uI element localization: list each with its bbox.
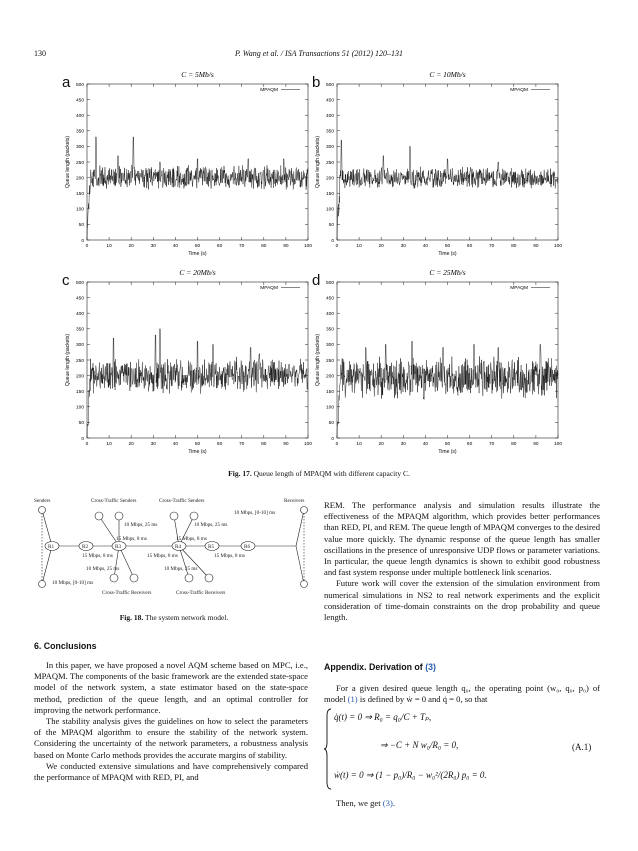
x-tick-label: 10 bbox=[356, 244, 362, 249]
right-paragraph-1: REM. The performance analysis and simulation results illustrate the effectiveness of the MPAQM algorithm, which provides better performances than RED, PI, and REM. The queue length of MPAQM converges to the desired value more quickly. The dynamic response of the queue length has smaller oscillations in the presence of unresponsive UDP flows or parameter variations. In particular, the queue length dynamics is shown to exhibit good robustness and fast system response under multiple bottleneck link scenarios. bbox=[324, 500, 600, 578]
y-tick-label: 300 bbox=[75, 343, 84, 349]
queue-length-series bbox=[337, 140, 558, 240]
y-tick-label: 100 bbox=[325, 405, 334, 411]
y-tick-label: 50 bbox=[328, 421, 334, 427]
y-tick-label: 200 bbox=[325, 374, 334, 380]
y-tick-label: 0 bbox=[331, 436, 334, 442]
x-tick-label: 80 bbox=[511, 244, 517, 249]
y-tick-label: 250 bbox=[325, 358, 334, 364]
x-tick-label: 70 bbox=[239, 442, 245, 447]
y-tick-label: 250 bbox=[75, 358, 84, 364]
fig17-caption bbox=[0, 469, 638, 478]
conclusions-paragraph-1: In this paper, we have proposed a novel AQM scheme based on MPC, i.e., MPAQM. The components of the basic framework are the extended state-space model of the network system, a state estimator based on the state-space method, prediction of the queue length, and an optimal controller for improving the network performance. bbox=[34, 660, 308, 715]
right-paragraph-2: Future work will cover the extension of the simulation environment from numerical simulations in NS2 to real network experiments and the explicit consideration of time-domain constraints on the drop probability and queue length. bbox=[324, 578, 600, 623]
appendix-heading bbox=[324, 662, 436, 672]
conclusions-heading: 6. Conclusions bbox=[34, 641, 97, 651]
x-tick-label: 90 bbox=[533, 244, 539, 249]
x-tick-label: 100 bbox=[303, 244, 313, 249]
journal-header: P. Wang et al. / ISA Transactions 51 (2012) 120–131 bbox=[234, 49, 404, 58]
y-tick-label: 500 bbox=[325, 280, 334, 286]
appendix-outro-paragraph bbox=[324, 798, 600, 809]
link-cross-3: 10 Mbps, 25 ms bbox=[86, 566, 120, 572]
y-tick-label: 400 bbox=[75, 114, 84, 119]
router-r6: R6 bbox=[244, 544, 251, 550]
chart-panel-c bbox=[40, 264, 330, 474]
y-axis-label: Queue length (packets) bbox=[315, 334, 321, 386]
x-axis-label: Time (s) bbox=[188, 251, 207, 257]
y-tick-label: 450 bbox=[325, 296, 334, 302]
x-tick-label: 100 bbox=[553, 442, 563, 447]
y-tick-label: 450 bbox=[325, 98, 334, 104]
x-tick-label: 50 bbox=[194, 244, 201, 249]
x-tick-label: 80 bbox=[261, 442, 267, 447]
x-tick-label: 70 bbox=[239, 244, 245, 249]
x-axis-label: Time (s) bbox=[438, 449, 457, 455]
equation-line-2: ⇒ −C + N w₀/R₀ = 0, bbox=[380, 740, 459, 750]
y-tick-label: 500 bbox=[75, 280, 84, 286]
link-access-right: 10 Mbps, [0-10] ms bbox=[234, 510, 276, 516]
link-access-left: 10 Mbps, [0-10] ms bbox=[52, 580, 94, 586]
panel-label-b: b bbox=[312, 74, 321, 91]
legend-label: MPAQM bbox=[510, 88, 528, 93]
appendix-intro-2: is defined by ẇ = 0 and q̇ = 0, so that bbox=[357, 694, 488, 705]
fig18-text: The system network model. bbox=[144, 613, 229, 622]
y-tick-label: 100 bbox=[325, 207, 334, 213]
fig17-text: Queue length of MPAQM with different capacity C. bbox=[253, 469, 410, 478]
y-tick-label: 0 bbox=[331, 238, 334, 244]
x-tick-label: 20 bbox=[128, 244, 134, 249]
ct-senders-label-1: Cross-Traffic Senders bbox=[91, 498, 137, 504]
y-tick-label: 400 bbox=[325, 114, 334, 119]
router-r2: R2 bbox=[82, 544, 89, 550]
y-tick-label: 250 bbox=[325, 160, 334, 166]
link-bottleneck-3: 15 Mbps, 8 ms bbox=[82, 553, 113, 559]
y-tick-label: 150 bbox=[325, 390, 334, 395]
appendix-intro bbox=[324, 683, 600, 705]
conclusions-paragraph-2: The stability analysis gives the guidelines on how to select the parameters of the MPAQM algorithm to ensure the stability of the network system. Considering the uncertainty of the network parameters, a robustness analysis based on Monte Carlo methods provides the accurate margins of stability. bbox=[34, 716, 308, 760]
outro-ref-3[interactable]: (3) bbox=[382, 798, 393, 808]
y-tick-label: 350 bbox=[75, 129, 84, 135]
x-tick-label: 60 bbox=[466, 244, 473, 249]
y-tick-label: 200 bbox=[325, 176, 334, 182]
legend-label: MPAQM bbox=[260, 286, 278, 291]
router-r5: R5 bbox=[208, 544, 215, 550]
y-tick-label: 300 bbox=[325, 145, 334, 151]
x-tick-label: 30 bbox=[150, 244, 156, 249]
y-axis-label: Queue length (packets) bbox=[65, 136, 71, 188]
x-axis-label: Time (s) bbox=[188, 449, 207, 455]
y-tick-label: 200 bbox=[75, 374, 84, 380]
y-tick-label: 0 bbox=[81, 436, 84, 442]
y-tick-label: 0 bbox=[81, 238, 84, 244]
equation-line-3: ẇ(t) = 0 ⇒ (1 − p₀)/R₀ − w₀²/(2R₀) p₀ = 0. bbox=[334, 770, 487, 780]
x-tick-label: 50 bbox=[444, 442, 451, 447]
legend-label: MPAQM bbox=[260, 88, 278, 93]
x-tick-label: 100 bbox=[303, 442, 313, 447]
chart-title: C = 5Mb/s bbox=[181, 70, 214, 79]
chart-title: C = 20Mb/s bbox=[179, 268, 216, 277]
queue-length-series bbox=[87, 137, 308, 240]
x-tick-label: 40 bbox=[172, 244, 179, 249]
x-tick-label: 80 bbox=[511, 442, 517, 447]
x-tick-label: 20 bbox=[378, 244, 384, 249]
legend-label: MPAQM bbox=[510, 286, 528, 291]
appendix-ref-3[interactable]: (3) bbox=[425, 662, 436, 672]
link-bottleneck-5: 15 Mbps, 8 ms bbox=[214, 553, 245, 559]
chart-panel-b bbox=[290, 66, 580, 276]
link-bottleneck-1: 15 Mbps, 8 ms bbox=[116, 536, 147, 542]
x-tick-label: 60 bbox=[216, 442, 223, 447]
x-tick-label: 50 bbox=[444, 244, 451, 249]
network-diagram bbox=[34, 496, 314, 606]
y-tick-label: 350 bbox=[325, 327, 334, 333]
x-tick-label: 70 bbox=[489, 244, 495, 249]
equation-brace bbox=[324, 708, 332, 790]
ct-receivers-label-1: Cross-Traffic Receivers bbox=[102, 590, 152, 596]
x-tick-label: 10 bbox=[356, 442, 362, 447]
y-tick-label: 50 bbox=[78, 223, 84, 229]
y-tick-label: 250 bbox=[75, 160, 84, 166]
y-axis-label: Queue length (packets) bbox=[65, 334, 71, 386]
x-tick-label: 100 bbox=[553, 244, 563, 249]
router-r3: R3 bbox=[115, 544, 122, 550]
plot-frame bbox=[337, 84, 558, 240]
y-tick-label: 500 bbox=[75, 82, 84, 88]
link-cross-4: 10 Mbps, 25 ms bbox=[164, 566, 198, 572]
x-tick-label: 40 bbox=[172, 442, 179, 447]
equation-number: (A.1) bbox=[572, 742, 592, 752]
link-bottleneck-2: 15 Mbps, 8 ms bbox=[176, 536, 207, 542]
x-tick-label: 90 bbox=[533, 442, 539, 447]
plot-frame bbox=[337, 282, 558, 438]
y-tick-label: 400 bbox=[325, 312, 334, 317]
x-tick-label: 40 bbox=[422, 442, 429, 447]
x-tick-label: 50 bbox=[194, 442, 201, 447]
x-tick-label: 0 bbox=[335, 244, 339, 249]
y-tick-label: 350 bbox=[75, 327, 84, 333]
x-tick-label: 60 bbox=[466, 442, 473, 447]
fig18-caption bbox=[34, 613, 314, 622]
equation-line-1: q̇(t) = 0 ⇒ R₀ = q₀/C + Tₚ, bbox=[334, 712, 432, 722]
y-tick-label: 150 bbox=[75, 390, 84, 395]
right-column-body bbox=[324, 500, 600, 623]
router-r4: R4 bbox=[175, 544, 182, 550]
fig18-label: Fig. 18. bbox=[119, 613, 144, 622]
y-tick-label: 300 bbox=[325, 343, 334, 349]
y-tick-label: 100 bbox=[75, 207, 84, 213]
y-tick-label: 50 bbox=[328, 223, 334, 229]
receivers-label: Receivers bbox=[284, 498, 305, 504]
x-tick-label: 20 bbox=[128, 442, 134, 447]
queue-chart-c bbox=[40, 264, 330, 474]
appendix-intro-paragraph bbox=[324, 683, 600, 705]
ct-receivers-label-2: Cross-Traffic Receivers bbox=[176, 590, 226, 596]
conclusions-body bbox=[34, 660, 308, 783]
y-tick-label: 400 bbox=[75, 312, 84, 317]
y-tick-label: 300 bbox=[75, 145, 84, 151]
queue-chart-d bbox=[290, 264, 580, 474]
x-tick-label: 30 bbox=[150, 442, 156, 447]
y-tick-label: 500 bbox=[325, 82, 334, 88]
y-tick-label: 150 bbox=[75, 192, 84, 197]
appendix-outro bbox=[324, 798, 600, 809]
plot-frame bbox=[87, 282, 308, 438]
appendix-intro-1: For a given desired queue length q₀, the operating point (w₀, q₀, p₀) of model bbox=[324, 683, 600, 705]
queue-length-series bbox=[87, 329, 308, 438]
ct-senders-label-2: Cross-Traffic Senders bbox=[159, 498, 205, 504]
link-cross-2: 10 Mbps, 25 ms bbox=[194, 522, 228, 528]
queue-chart-b bbox=[290, 66, 580, 276]
conclusions-paragraph-3: We conducted extensive simulations and have comprehensively compared the performance of MPAQM with RED, PI, and bbox=[34, 760, 308, 783]
appendix-outro-1: Then, we get bbox=[336, 798, 383, 808]
x-tick-label: 10 bbox=[106, 244, 112, 249]
queue-length-series bbox=[337, 341, 558, 438]
y-tick-label: 450 bbox=[75, 296, 84, 302]
x-tick-label: 90 bbox=[283, 244, 289, 249]
panel-label-d: d bbox=[312, 272, 321, 289]
model-ref-1[interactable]: (1) bbox=[347, 694, 358, 705]
x-tick-label: 80 bbox=[261, 244, 267, 249]
x-tick-label: 30 bbox=[400, 442, 406, 447]
queue-chart-a bbox=[40, 66, 330, 276]
x-tick-label: 20 bbox=[378, 442, 384, 447]
x-axis-label: Time (s) bbox=[438, 251, 457, 257]
x-tick-label: 60 bbox=[216, 244, 223, 249]
chart-panel-a bbox=[40, 66, 330, 276]
y-tick-label: 150 bbox=[325, 192, 334, 197]
x-tick-label: 40 bbox=[422, 244, 429, 249]
y-axis-label: Queue length (packets) bbox=[315, 136, 321, 188]
link-bottleneck-4: 15 Mbps, 8 ms bbox=[147, 553, 178, 559]
senders-label: Senders bbox=[34, 498, 51, 504]
x-tick-label: 10 bbox=[106, 442, 112, 447]
page-number: 130 bbox=[34, 49, 46, 58]
y-tick-label: 450 bbox=[75, 98, 84, 104]
appendix-title: Appendix. Derivation of bbox=[324, 662, 426, 672]
fig17-label: Fig. 17. bbox=[228, 469, 252, 478]
x-tick-label: 30 bbox=[400, 244, 406, 249]
plot-frame bbox=[87, 84, 308, 240]
y-tick-label: 100 bbox=[75, 405, 84, 411]
link-cross-1: 10 Mbps, 25 ms bbox=[124, 522, 158, 528]
chart-panel-d bbox=[290, 264, 580, 474]
x-tick-label: 90 bbox=[283, 442, 289, 447]
chart-title: C = 10Mb/s bbox=[429, 70, 466, 79]
panel-label-a: a bbox=[62, 74, 71, 91]
x-tick-label: 0 bbox=[335, 442, 339, 447]
y-tick-label: 200 bbox=[75, 176, 84, 182]
x-tick-label: 70 bbox=[489, 442, 495, 447]
x-tick-label: 0 bbox=[85, 244, 89, 249]
router-r1: R1 bbox=[48, 544, 55, 550]
x-tick-label: 0 bbox=[85, 442, 89, 447]
chart-title: C = 25Mb/s bbox=[429, 268, 466, 277]
panel-label-c: c bbox=[62, 272, 70, 289]
y-tick-label: 350 bbox=[325, 129, 334, 135]
appendix-outro-2: . bbox=[392, 798, 395, 808]
y-tick-label: 50 bbox=[78, 421, 84, 427]
